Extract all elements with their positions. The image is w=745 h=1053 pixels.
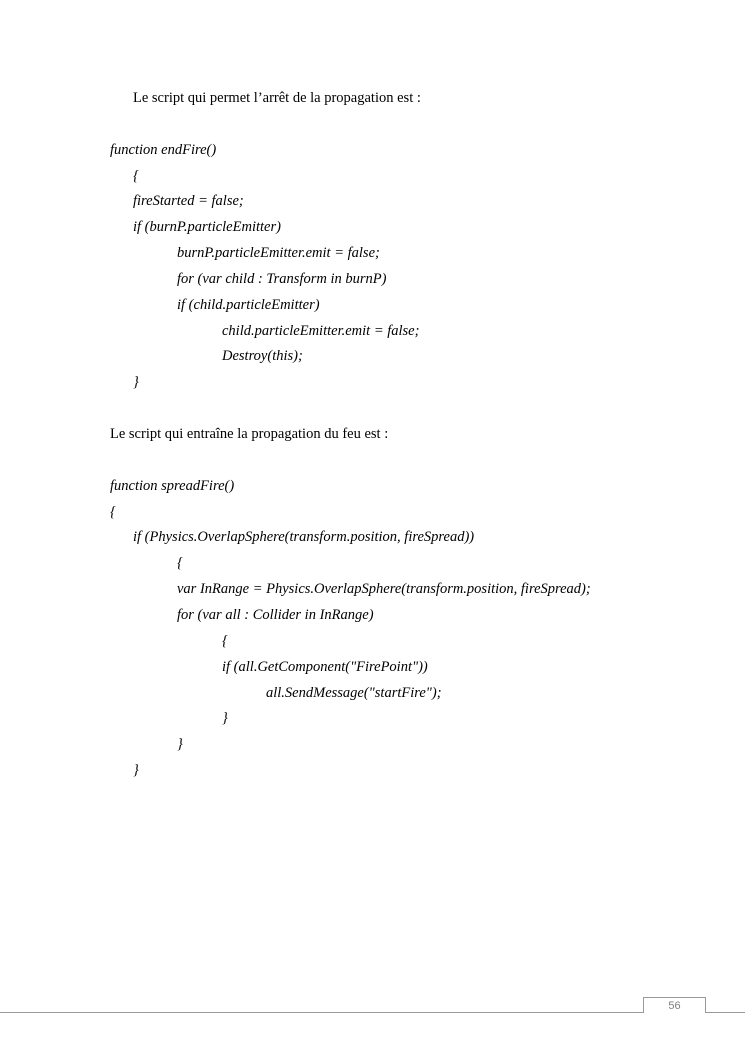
code-line: Destroy(this); [222, 348, 303, 364]
code-line: } [177, 736, 183, 752]
code-line: if (Physics.OverlapSphere(transform.position, fireSpread)) [133, 529, 475, 545]
code-line: { [110, 504, 116, 520]
code-line: function endFire() [110, 142, 217, 158]
code-line: fireStarted = false; [133, 193, 244, 209]
code-line: if (child.particleEmitter) [177, 297, 320, 313]
code-line: if (all.GetComponent("FirePoint")) [222, 659, 428, 675]
code-line: function spreadFire() [110, 478, 235, 494]
code-line: } [222, 710, 228, 726]
code-line: { [133, 168, 139, 184]
code-line: burnP.particleEmitter.emit = false; [177, 245, 380, 261]
code-line: if (burnP.particleEmitter) [133, 219, 281, 235]
page-number: 56 [643, 997, 706, 1013]
code-line: } [133, 762, 139, 778]
spread-script-intro: Le script qui entraîne la propagation du feu est : [110, 426, 389, 442]
code-line: child.particleEmitter.emit = false; [222, 323, 420, 339]
code-line: var InRange = Physics.OverlapSphere(transform.position, fireSpread); [177, 581, 591, 597]
stop-script-intro: Le script qui permet l’arrêt de la propagation est : [133, 90, 421, 106]
code-line: } [133, 374, 139, 390]
footer-divider [0, 1012, 745, 1013]
code-line: { [222, 633, 228, 649]
code-line: { [177, 555, 183, 571]
code-line: for (var all : Collider in InRange) [177, 607, 374, 623]
code-line: all.SendMessage("startFire"); [266, 685, 442, 701]
code-line: for (var child : Transform in burnP) [177, 271, 387, 287]
